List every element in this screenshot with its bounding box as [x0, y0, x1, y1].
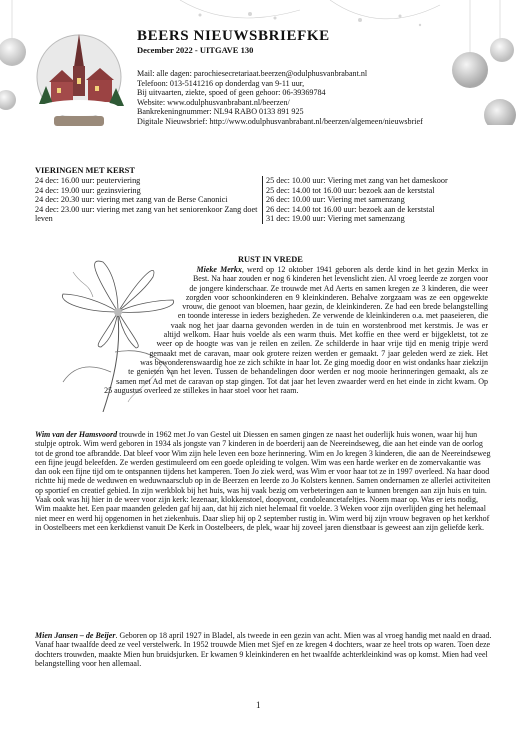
viering-item: 24 dec: 23.00 uur: viering met zang van het seniorenkoor Zang doet leven	[35, 204, 258, 224]
viering-item: 26 dec: 14.00 tot 16.00 uur: bezoek aan de kerststal	[266, 204, 435, 214]
viering-item: 26 dec: 10.00 uur: Viering met samenzang	[266, 195, 405, 205]
viering-item: 24 dec: 19.00 uur: gezinsviering	[35, 185, 141, 195]
obituary-text: , werd op 12 oktober 1941 geboren als derde kind in het gezin Merkx in Best. Na haar zouden er nog 6 kinderen het levenslicht zien. Al vroeg leerde ze zorgen voor de jongere kinderschaar. Ze trouwde met Ad Aerts en samen kregen ze 3 kinderen, die weer zorgden voor schoonkinderen en 9 kleinkinderen. Behalve zorgzaam was ze een opgewekte vrouw, die genoot van bloemen, haar gezin, de kleinkinderen. Ze had een brede belangstelling en toonde interesse in ieders bezigheden. Ze verwende de kleinkinderen o.a. met paaseieren, die vaak nog het jaar daarna gevonden werden in de tuin en worstenbrood met kerstmis. Je was er altijd welkom. Haar huis voelde als een warm thuis. Met koffie en thee werd er bijgekletst, tot ze weer op de hoogte was van je reilen en zeilen. Ze schilderde in haar vrije tijd en menig tripje werd gemaakt met de caravan, maar ook grotere reizen werden er gemaakt. 7 jaar geleden werd ze ziek. Het was bewonderenswaardig hoe ze zich schikte in haar lot. Ze ging moedig door en wist ondanks haar ziekzijn te genieten van het leven. Tussen de behandelingen door werden er nog mooie herinneringen gemaakt, als ze samen met Ad met de caravan op stap gingen. Tot dat jaar het leven zwaarder werd en het einde in zicht kwam. Op 25 augustus overleed ze stillekes in haar stoel voor het raam.	[104, 265, 488, 395]
edition-label: December 2022 - UITGAVE 130	[137, 45, 254, 55]
obituary-name: Mien Jansen – de Beijer	[35, 631, 116, 640]
contact-mail: Mail: alle dagen: parochiesecretariaat.beerzen@odulphusvanbrabant.nl	[137, 69, 368, 78]
obituary-mieke	[35, 265, 488, 413]
obituary-wim	[35, 430, 493, 532]
vieringen-left-column	[35, 176, 263, 224]
viering-item: 24 dec: 16.00 uur: peuterviering	[35, 176, 141, 185]
contact-digital-newsletter[interactable]: Digitale Nieuwsbrief: http://www.odulphusvanbrabant.nl/beerzen/algemeen/nieuwsbrief	[137, 116, 423, 126]
obituary-text: trouwde in 1962 met Jo van Gestel uit Diessen en samen gingen ze naast het ouderlijk huis wonen, waar hij hun stulpje optrok. Wim werd geboren in 1934 als jongste van 7 kinderen in de boerderij aan de Neereindseweg, die aan het einde van de oorlog tot de grond toe afbrandde. Dat bleef voor Wim zijn hele leven een boze herinnering. Wim en Jo kregen 3 kinderen, die aan de Neereindseweg een fijne jeugd beleefden. Ze werden gestimuleerd om een goede opleiding te volgen. Wim was een harde werker en de zomervakantie was dan ook een fijne tijd om te ontspannen tijdens het kamperen. Toen Jo ziek werd, was Wim er voor haar tot ze in 1997 overleed. Na haar dood richtte hij mede de weduwen en weduwnaarsclub op in de Beerzen en leerde zo Jo Kolsters kennen. Samen ondernamen ze allerlei activiteiten op sportief en creatief gebied. In zijn werkblok bij het huis, was hij vaak bezig om verbeteringen aan te kunnen brengen aan zijn huis en tuin. Vaak ook was hij hier in de weer voor zijn kerk: lezenaar, klokkenstoel, doopvont, condoleancetafeltjes. Noem maar op. Was er iets nodig, Wim maakte het. Een paar maanden geleden gaf hij aan, dat hij zich niet helemaal fit voelde. 3 Weken voor zijn overlijden ging het helemaal niet meer en werd hij opgenomen in het ziekenhuis. Daar sliep hij op 2 september rustig in. Wim werd bij zijn vrouw begraven op het kerkhof in Oostelbeers met een kerkdienst vanuit De Kerk in Oostelbeers, de plek, waar hij zoveel jaren dienstbaar is geweest aan zijn geliefde kerk.	[35, 430, 491, 532]
obituary-mien	[35, 631, 493, 668]
contact-info	[137, 69, 423, 126]
viering-item: 25 dec: 10.00 uur: Viering met zang van het dameskoor	[266, 176, 448, 185]
obituary-name: Mieke Merkx	[196, 265, 242, 274]
contact-phone: Telefoon: 013-5141216 op donderdag van 9-11 uur,	[137, 78, 305, 88]
contact-emergency: Bij uitvaarten, ziekte, spoed of geen gehoor: 06-39369784	[137, 88, 326, 97]
viering-item: 24 dec: 20.30 uur: viering met zang van de Berse Canonici	[35, 195, 228, 205]
obituary-name: Wim van der Hamsvoord	[35, 430, 118, 439]
rust-in-vrede-heading: RUST IN VREDE	[238, 255, 303, 264]
viering-item: 25 dec: 14.00 tot 16.00 uur: bezoek aan de kerststal	[266, 185, 435, 195]
viering-item: 31 dec: 19.00 uur: Viering met samenzang	[266, 214, 405, 224]
contact-website[interactable]: Website: www.odulphusvanbrabant.nl/beerzen/	[137, 97, 290, 107]
page-number: 1	[256, 700, 261, 710]
vieringen-heading: VIERINGEN MET KERST	[35, 166, 135, 175]
obituary-text: . Geboren op 18 april 1927 in Bladel, als tweede in een gezin van acht. Mien was al vroeg handig met naald en draad. Vanaf haar twaalfde deed ze veel verstelwerk. In 1952 trouwde Mien met Sjef en ze kregen 4 dochters, waar ze heel trots op waren. Toen deze dochters trouwden, maakte Mien hun bruidsjurken. Er kwamen 9 kleinkinderen en het twaalfde achterkleinkind was op komst. Mien had veel belangstelling voor hen allemaal.	[35, 631, 492, 668]
church-town-illustration	[24, 22, 134, 132]
vieringen-right-column	[263, 176, 448, 224]
vieringen-schedule	[35, 176, 495, 224]
contact-bank: Bankrekeningnummer: NL94 RABO 0133 891 925	[137, 107, 304, 116]
newsletter-title: BEERS NIEUWSBRIEFKE	[137, 28, 330, 44]
